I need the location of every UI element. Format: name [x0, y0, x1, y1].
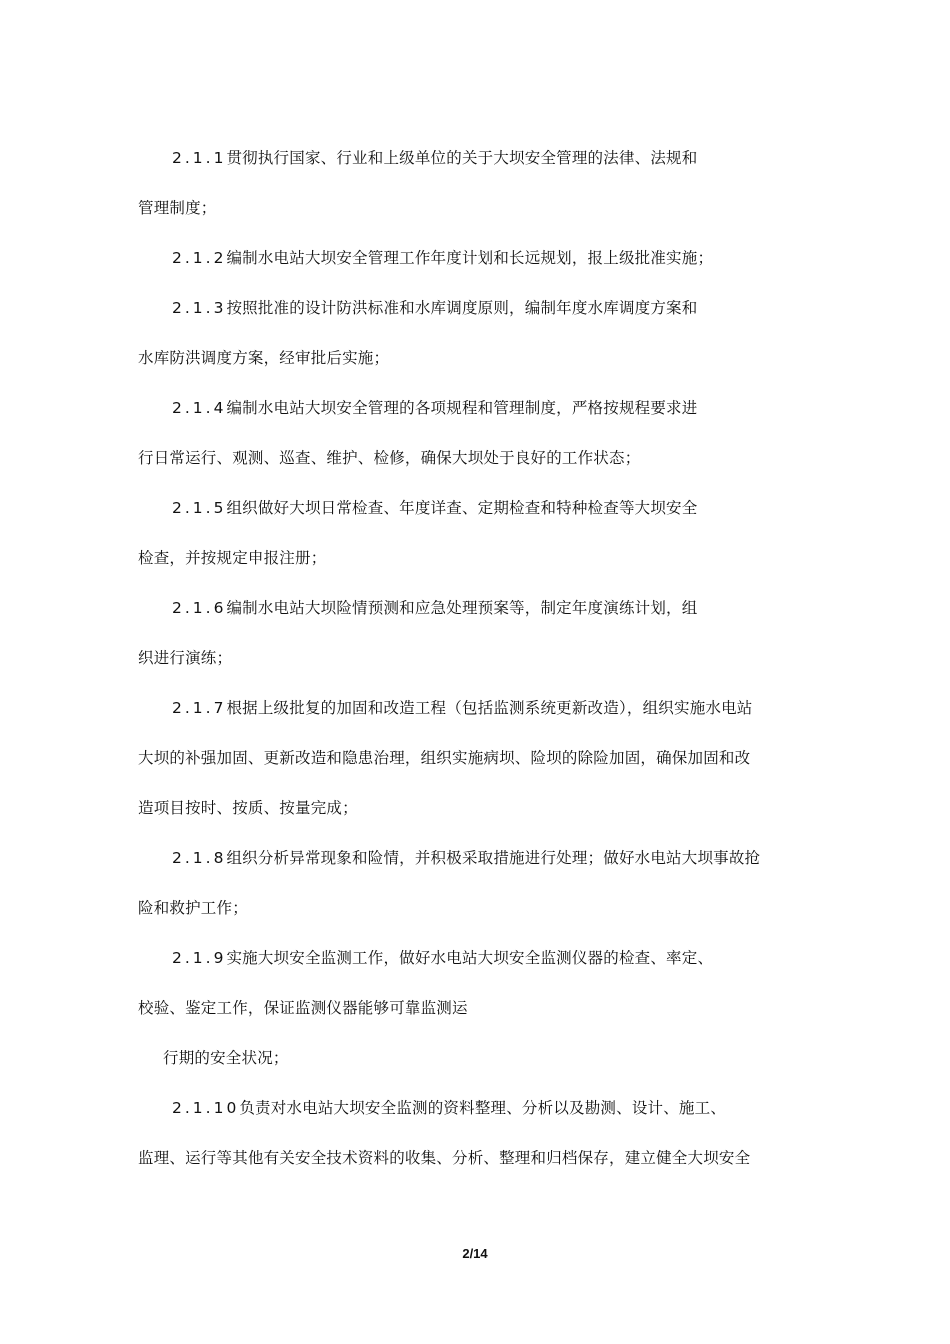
clause-2-1-7-line-3: 造项目按时、按质、按量完成；: [138, 799, 358, 817]
clause-number: 2.1.5: [172, 499, 227, 517]
clause-2-1-2-line-1: [172, 248, 713, 268]
clause-2-1-5-line-2: 检查，并按规定申报注册；: [138, 549, 327, 567]
clause-2-1-6-line-2: 织进行演练；: [138, 649, 233, 667]
clause-text: 编制水电站大坝安全管理的各项规程和管理制度，严格按规程要求进: [226, 399, 698, 417]
clause-number: 2.1.8: [172, 849, 227, 867]
clause-2-1-8-line-2: 险和救护工作；: [138, 899, 248, 917]
clause-2-1-7-line-2: 大坝的补强加固、更新改造和隐患治理，组织实施病坝、险坝的除险加固，确保加固和改: [138, 749, 751, 767]
clause-2-1-4-line-1: [172, 398, 697, 418]
clause-2-1-9-line-3: 行期的安全状况；: [163, 1049, 289, 1067]
clause-number: 2.1.2: [172, 249, 227, 267]
clause-text: 贯彻执行国家、行业和上级单位的关于大坝安全管理的法律、法规和: [226, 149, 698, 167]
clause-2-1-6-line-1: [172, 598, 697, 618]
clause-2-1-9-line-1: [172, 948, 713, 968]
clause-2-1-4-line-2: 行日常运行、观测、巡查、维护、检修，确保大坝处于良好的工作状态；: [138, 449, 641, 467]
clause-number: 2.1.4: [172, 399, 227, 417]
clause-text: 编制水电站大坝安全管理工作年度计划和长远规划，报上级批准实施；: [226, 249, 714, 267]
clause-text: 实施大坝安全监测工作，做好水电站大坝安全监测仪器的检查、率定、: [226, 949, 714, 967]
clause-2-1-7-line-1: [172, 698, 753, 718]
clause-text: 根据上级批复的加固和改造工程（包括监测系统更新改造），组织实施水电站: [226, 699, 753, 717]
page-number: 2/14: [462, 1246, 488, 1261]
clause-text: 编制水电站大坝险情预测和应急处理预案等，制定年度演练计划，组: [226, 599, 698, 617]
clause-text: 组织做好大坝日常检查、年度详查、定期检查和特种检查等大坝安全: [226, 499, 698, 517]
clause-2-1-3-line-1: [172, 298, 697, 318]
clause-2-1-8-line-1: [172, 848, 760, 868]
clause-2-1-9-line-2: 校验、鉴定工作，保证监测仪器能够可靠监测运: [138, 999, 468, 1017]
clause-2-1-3-line-2: 水库防洪调度方案，经审批后实施；: [138, 349, 390, 367]
clause-2-1-10-line-2: 监理、运行等其他有关安全技术资料的收集、分析、整理和归档保存，建立健全大坝安全: [138, 1149, 751, 1167]
clause-number: 2.1.1: [172, 149, 227, 167]
clause-2-1-10-line-1: [172, 1098, 726, 1118]
clause-2-1-1-line-1: [172, 148, 697, 168]
clause-number: 2.1.9: [172, 949, 227, 967]
clause-number: 2.1.3: [172, 299, 227, 317]
clause-number: 2.1.7: [172, 699, 227, 717]
clause-2-1-1-line-2: 管理制度；: [138, 199, 217, 217]
clause-text: 组织分析异常现象和险情，并积极采取措施进行处理；做好水电站大坝事故抢: [226, 849, 761, 867]
clause-number: 2.1.6: [172, 599, 227, 617]
clause-number: 2.1.10: [172, 1099, 240, 1117]
clause-text: 按照批准的设计防洪标准和水库调度原则，编制年度水库调度方案和: [226, 299, 698, 317]
clause-text: 负责对水电站大坝安全监测的资料整理、分析以及勘测、设计、施工、: [239, 1099, 727, 1117]
clause-2-1-5-line-1: [172, 498, 697, 518]
